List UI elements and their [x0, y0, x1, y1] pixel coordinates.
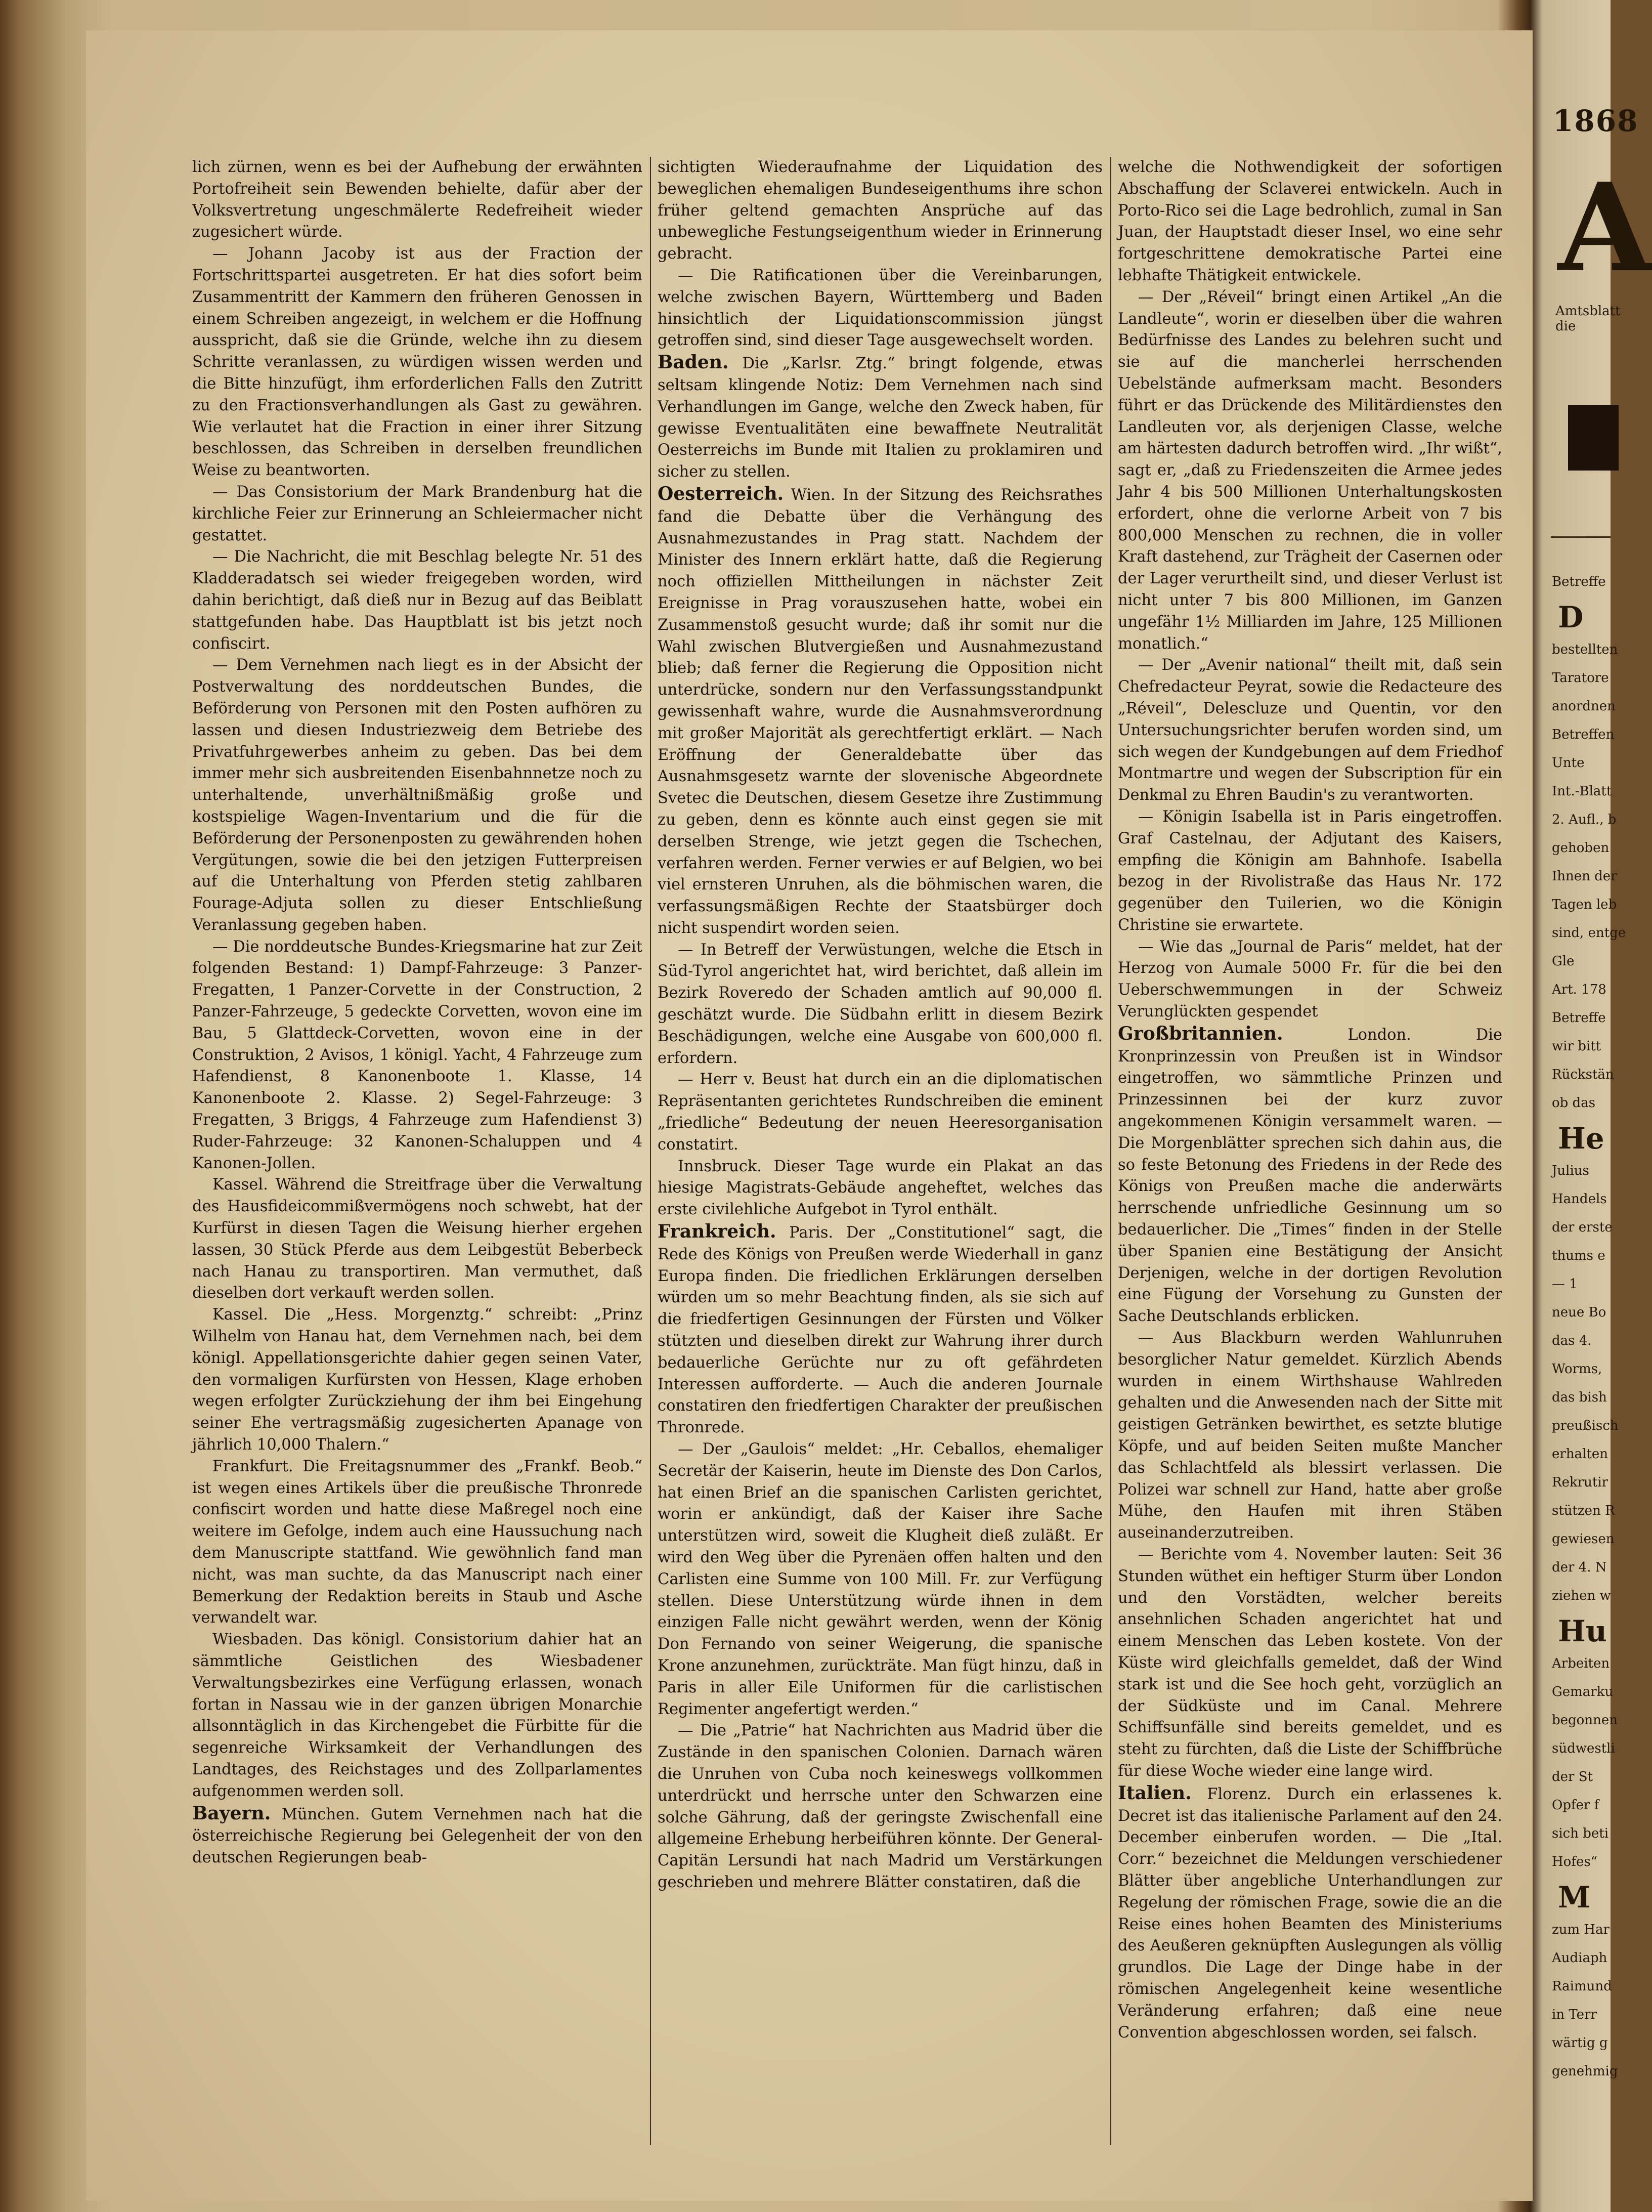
article-paragraph	[1118, 806, 1502, 937]
next-page-fragment: Betreffe	[1552, 1010, 1606, 1026]
next-page-fragment: Tagen leb	[1552, 897, 1617, 912]
next-page-woodcut	[1568, 405, 1619, 471]
next-page-fragment: begonnen	[1552, 1713, 1618, 1728]
next-page-fragment: — 1	[1552, 1277, 1578, 1292]
article-paragraph	[658, 265, 1103, 352]
article-paragraph	[192, 1803, 642, 1869]
paragraph-text: Innsbruck. Dieser Tage wurde ein Plakat an das hiesige Magistrats-Gebäude angeheftet, welches das erste civilehliche Aufgebot in Tyrol enthält.	[658, 1157, 1103, 1219]
next-page-fragment: Art. 178	[1552, 982, 1606, 997]
paragraph-text: — Herr v. Beust hat durch ein an die diplomatischen Repräsentanten gerichtetes Rundschreiben die eminent „friedliche“ Bedeutung der neuen Heeresorganisation constatirt.	[658, 1071, 1103, 1154]
paragraph-text: — Die „Patrie“ hat Nachrichten aus Madrid über die Zustände in den spanischen Colonien. Darnach wären die Unruhen von Cuba noch keineswegs vollkommen unterdrückt und herrsche unter den Schwarzen eine solche Gährung, daß der geringste Zwischenfall eine allgemeine Erhebung herbeiführen könnte. Der General-Capitän Lersundi hat nach Madrid um Verstärkungen geschrieben und mehrere Blätter constatiren, daß die	[658, 1722, 1103, 1891]
next-page-fragment: anordnen	[1552, 699, 1616, 714]
next-page-fragment: der erste	[1552, 1220, 1613, 1235]
next-page-fragment: erhalten	[1552, 1447, 1608, 1462]
paragraph-text: — In Betreff der Verwüstungen, welche die Etsch in Süd-Tyrol angerichtet hat, wird berichtet, daß allein im Bezirk Roveredo der Schaden amtlich auf 90,000 fl. geschätzt wurde. Die Südbahn erlitt in diesem Bezirk Beschädigungen, welche eine Ausgabe von 600,000 fl. erfordern.	[658, 941, 1103, 1067]
paragraph-text: Frankfurt. Die Freitagsnummer des „Frankf. Beob.“ ist wegen eines Artikels über die preußische Thronrede confiscirt worden und hatte diese Maßregel noch eine weitere im Gefolge, indem auch eine Haussuchung nach dem Manuscripte stattfand. Wie gewöhnlich fand man nicht, was man suchte, da das Manuscript nach einer Bemerkung der Redaktion bereits in Staub und Asche verwandelt war.	[192, 1457, 642, 1627]
paragraph-text: — Der „Gaulois“ meldet: „Hr. Ceballos, ehemaliger Secretär der Kaiserin, heute im Dienste des Don Carlos, hat einen Brief an die spanischen Carlisten gerichtet, worin er ankündigt, daß der Kaiser ihre Sache unterstützen wird, soweit die Klugheit dieß zuläßt. Er wird den Weg über die Pyrenäen offen halten und den Carlisten eine Summe von 100 Mill. Fr. zur Verfügung stellen. Diese Unterstützung würde ihnen in dem einzigen Falle nicht gewährt werden, wenn der König Don Fernando von seiner Weigerung, die spanische Krone anzunehmen, zurückträte. Man fügt hinzu, daß in Paris in aller Eile Uniformen für die carlistischen Regimenter angefertigt werden.“	[658, 1440, 1103, 1718]
paragraph-text: — Die norddeutsche Bundes-Kriegsmarine hat zur Zeit folgenden Bestand: 1) Dampf-Fahrzeuge: 3 Panzer-Fregatten, 1 Panzer-Corvette in der Construction, 2 Panzer-Fahrzeuge, 5 gedeckte Corvetten, wovon eine im Bau, 5 Glattdeck-Corvetten, wovon eine in der Construktion, 2 Avisos, 1 königl. Yacht, 4 Fahrzeuge zum Hafendienst, 8 Kanonenboote 1. Klasse, 14 Kanonenboote 2. Klasse. 2) Segel-Fahrzeuge: 3 Fregatten, 3 Briggs, 4 Fahrzeuge zum Hafendienst 3) Ruder-Fahrzeuge: 32 Kanonen-Schaluppen und 4 Kanonen-Jollen.	[192, 938, 642, 1172]
column-rule	[1110, 157, 1111, 2145]
article-paragraph	[658, 157, 1103, 265]
column-3	[1118, 157, 1502, 2044]
paragraph-text: — Johann Jacoby ist aus der Fraction der Fortschrittspartei ausgetreten. Er hat dies sofort beim Zusammentritt der Kammern den früheren Genossen in einem Schreiben angezeigt, in welchem er die Hoffnung ausspricht, daß sie die Gründe, welche ihn zu diesem Schritte veranlassen, zu würdigen wissen werden und die Bitte hinzufügt, ihm erforderlichen Falls den Zutritt zu den Fractionsverhandlungen als Gast zu gewähren. Wie verlautet hat die Fraction in einer ihrer Sitzung beschlossen, das Schreiben in derselben freundlichen Weise zu beantworten.	[192, 245, 642, 480]
next-page-fragment: gehoben	[1552, 840, 1610, 856]
next-page-fragment: Opfer f	[1552, 1798, 1599, 1813]
article-paragraph	[1118, 655, 1502, 806]
next-page-fragment: sich beti	[1552, 1826, 1609, 1841]
next-page-rule	[1551, 536, 1611, 538]
paragraph-text: Paris. Der „Constitutionel“ sagt, die Rede des Königs von Preußen werde Wiederhall in ganz Europa finden. Die friedlichen Erklärungen derselben würden um so mehr Beachtung finden, als sie sich auf die friedfertigen Gesinnungen der Fürsten und Völker stützten und dieselben direkt zur Wahrung ihrer durch bedauerliche Gerüchte nur zu oft gefährdeten Interessen aufforderte. — Auch die anderen Journale constatiren den friedfertigen Charakter der preußischen Thronrede.	[658, 1224, 1103, 1437]
article-paragraph	[1118, 937, 1502, 1023]
next-page-fragment: Hofes“	[1552, 1854, 1597, 1869]
section-heading: Baden.	[658, 352, 729, 373]
next-page-fragment: ob das	[1552, 1095, 1596, 1111]
next-page-year: 1868	[1553, 104, 1639, 138]
next-page-fragment: Rekrutir	[1552, 1475, 1608, 1490]
paragraph-text: — Königin Isabella ist in Paris eingetroffen. Graf Castelnau, der Adjutant des Kaisers, empfing die Königin am Bahnhofe. Isabella bezog in der Rivolistraße das Haus Nr. 172 gegenüber den Tuilerien, wo die Königin Christine sie erwartete.	[1118, 807, 1502, 934]
section-heading: Italien.	[1118, 1782, 1192, 1804]
next-page-fragment: Julius	[1552, 1163, 1589, 1178]
section-heading: Großbritannien.	[1118, 1023, 1283, 1044]
paragraph-text: Kassel. Während die Streitfrage über die Verwaltung des Hausfideicommißvermögens noch schwebt, hat der Kurfürst in diesen Tagen die Weisung hierher ergehen lassen, 30 Stück Pferde aus dem Leibgestüt Beberbeck nach Hanau zu transportiren. Man vermuthet, daß dieselben dort verkauft werden sollen.	[192, 1176, 642, 1302]
next-page-fragment: He	[1558, 1121, 1604, 1156]
article-paragraph	[192, 243, 642, 482]
next-page-fragment: 2. Aufl., b	[1552, 812, 1617, 827]
column-1	[192, 157, 642, 1869]
next-page-fragment: wir bitt	[1552, 1039, 1601, 1054]
next-page-fragment: Arbeiten	[1552, 1656, 1610, 1671]
article-paragraph	[192, 1629, 642, 1802]
paragraph-text: — Die Ratificationen über die Vereinbarungen, welche zwischen Bayern, Württemberg und Baden hinsichtlich der Liquidationscommission jüngst getroffen sind, sind dieser Tage ausgewechselt worden.	[658, 266, 1103, 350]
paragraph-text: lich zürnen, wenn es bei der Aufhebung der erwähnten Portofreiheit sein Bewenden behielte, dafür aber der Volksvertretung ungeschmälerte Redefreiheit wieder zugesichert würde.	[192, 158, 642, 241]
next-page-fragment: wärtig g	[1552, 2035, 1608, 2051]
article-paragraph	[192, 1456, 642, 1629]
section-heading: Oesterreich.	[658, 483, 784, 504]
article-paragraph	[658, 1439, 1103, 1720]
next-page-fragment: bestellten	[1552, 642, 1618, 657]
article-paragraph	[192, 546, 642, 655]
article-paragraph	[1118, 1782, 1502, 2044]
article-paragraph	[192, 1304, 642, 1456]
next-page-fragment: Raimund	[1552, 1979, 1612, 1994]
next-page-fragment: zum Har	[1552, 1922, 1610, 1937]
column-2	[658, 157, 1103, 1894]
paragraph-text: sichtigten Wiederaufnahme der Liquidation des beweglichen ehemaligen Bundeseigenthums ihre schon früher geltend gemachten Ansprüche auf das unbewegliche Festungseigenthum wieder in Erinnerung gebracht.	[658, 158, 1103, 263]
section-heading: Frankreich.	[658, 1221, 776, 1243]
next-page-fragment: in Terr	[1552, 2007, 1597, 2022]
paragraph-text: — Aus Blackburn werden Wahlunruhen besorglicher Natur gemeldet. Kürzlich Abends wurden in einem Wirthshause Wahlreden gehalten und die Anwesenden nach der Sitte mit geistigen Getränken bewirthet, es setzte blutige Köpfe, und auf beiden Seiten mußte Mancher das Schlachtfeld als blessirt verlassen. Die Polizei war schnell zur Hand, hatte aber große Mühe, den Haufen mit ihren Stäben auseinanderzutreiben.	[1118, 1329, 1502, 1542]
paragraph-text: Wiesbaden. Das königl. Consistorium dahier hat an sämmtliche Geistlichen des Wiesbadener Verwaltungsbezirkes eine Verfügung erlassen, wonach fortan in Nassau wie in der ganzen übrigen Monarchie allsonntäglich in das Kirchengebet die Fürbitte für die segenreiche Wirksamkeit der Verhandlungen des Landtages, des Reichstages und des Zollparlamentes aufgenommen werden soll.	[192, 1631, 642, 1800]
next-page-masthead-sub: Amtsblatt die	[1555, 304, 1621, 334]
next-page-fragment: der 4. N	[1552, 1560, 1607, 1575]
next-page-fragment: Worms,	[1552, 1362, 1602, 1377]
next-page-fragment: stützen R	[1552, 1503, 1615, 1518]
article-paragraph	[192, 655, 642, 936]
paragraph-text: — Die Nachricht, die mit Beschlag belegte Nr. 51 des Kladderadatsch sei wieder freigegeben worden, wird dahin berichtigt, daß dieß nur in Bezug auf das Beiblatt stattgefunden habe. Das Hauptblatt ist bis jetzt noch confiscirt.	[192, 548, 642, 653]
next-page-fragment: Rückstän	[1552, 1067, 1614, 1082]
next-page-fragment: sind, entge	[1552, 925, 1626, 941]
article-paragraph	[1118, 1328, 1502, 1544]
next-page-fragment: Taratore	[1552, 670, 1609, 686]
next-page-fragment: Int.-Blatt	[1552, 784, 1612, 799]
next-page-fragment: D	[1558, 600, 1584, 634]
next-page-fragment: Audiaph	[1552, 1950, 1607, 1966]
article-paragraph	[192, 937, 642, 1175]
next-page-fragment: Handels	[1552, 1192, 1607, 1207]
next-page-fragment: Gemarku	[1552, 1684, 1614, 1699]
article-paragraph	[658, 1156, 1103, 1221]
article-paragraph	[192, 482, 642, 546]
paragraph-text: — Das Consistorium der Mark Brandenburg hat die kirchliche Feier zur Erinnerung an Schleiermacher nicht gestattet.	[192, 483, 642, 544]
next-page-fragment: Unte	[1552, 755, 1585, 771]
paragraph-text: München. Gutem Vernehmen nach hat die österreichische Regierung bei Gelegenheit der von den deutschen Regierungen beab-	[192, 1805, 642, 1867]
article-paragraph	[658, 352, 1103, 483]
newspaper-page	[86, 30, 1533, 2201]
next-page-fragment: Gle	[1552, 954, 1575, 969]
article-paragraph	[192, 157, 642, 243]
next-page-fragment: Ihnen der	[1552, 869, 1617, 884]
article-paragraph	[658, 483, 1103, 940]
article-paragraph	[658, 1221, 1103, 1439]
article-paragraph	[192, 1174, 642, 1304]
article-paragraph	[1118, 157, 1502, 287]
article-paragraph	[658, 940, 1103, 1070]
article-paragraph	[658, 1720, 1103, 1893]
paragraph-text: Florenz. Durch ein erlassenes k. Decret ist das italienische Parlament auf den 24. December einberufen worden. — Die „Ital. Corr.“ bezeichnet die Meldungen verschiedener Blätter über angebliche Unterhandlungen zur Regelung der römischen Frage, sowie die an die Reise eines hohen Beamten des Ministeriums des Aeußeren geknüpften Auslegungen als völlig grundlos. Die Lage der Dinge habe in der römischen Angelegenheit keine wesentliche Veränderung erfahren; daß eine neue Convention abgeschlossen worden, sei falsch.	[1118, 1785, 1502, 2041]
next-page-fragment: das bish	[1552, 1390, 1607, 1405]
paragraph-text: — Berichte vom 4. November lauten: Seit 36 Stunden wüthet ein heftiger Sturm über London und den Vorstädten, welcher bereits ansehnlichen Schaden angerichtet hat und einem Menschen das Leben kostete. Von der Küste wird gleichfalls gemeldet, daß der Wind stark ist und die See hoch geht, vorzüglich an der Südküste und im Canal. Mehrere Schiffsunfälle sind bereits gemeldet, und es steht zu fürchten, daß die Liste der Schiffbrüche für diese Woche wieder eine lange wird.	[1118, 1546, 1502, 1780]
paragraph-text: — Der „Avenir national“ theilt mit, daß sein Chefredacteur Peyrat, sowie die Redacteure des „Réveil“, Delescluze und Quentin, vor den Untersuchungsrichter berufen worden sind, um sich wegen der Kundgebungen auf dem Friedhof Montmartre und wegen der Subscription für ein Denkmal zu Ehren Baudin's zu verantworten.	[1118, 656, 1502, 804]
next-page-fragment: M	[1558, 1880, 1591, 1915]
paragraph-text: — Wie das „Journal de Paris“ meldet, hat der Herzog von Aumale 5000 Fr. für die bei den Ueberschwemmungen in der Schweiz Verunglückten gespendet	[1118, 938, 1502, 1021]
paragraph-text: welche die Nothwendigkeit der sofortigen Abschaffung der Sclaverei entwickeln. Auch in Porto-Rico sei die Lage bedrohlich, zumal in San Juan, der Hauptstadt dieser Insel, wo eine sehr fortgeschrittene demokratische Partei eine lebhafte Thätigkeit entwickele.	[1118, 158, 1502, 284]
article-paragraph	[1118, 1544, 1502, 1782]
next-page-fragment: Hu	[1558, 1614, 1607, 1648]
next-page-fragment: Betreffen	[1552, 727, 1615, 742]
next-page-fragment: gewiesen	[1552, 1532, 1615, 1547]
next-page-fragment: preußisch	[1552, 1418, 1619, 1433]
next-page-fragment: ziehen w	[1552, 1588, 1611, 1603]
next-page-fragment: neue Bo	[1552, 1305, 1606, 1320]
section-heading: Bayern.	[192, 1802, 271, 1824]
column-rule	[650, 157, 651, 2145]
next-page-masthead-letter: A	[1558, 156, 1652, 299]
next-page-fragment: genehmig	[1552, 2064, 1618, 2079]
next-page-fragment: Betreffe	[1552, 574, 1606, 589]
next-page-fragment: thums e	[1552, 1248, 1605, 1263]
next-page-fragment: der St	[1552, 1769, 1593, 1784]
adjacent-page-edge	[1548, 0, 1652, 2212]
article-paragraph	[658, 1069, 1103, 1156]
paragraph-text: London. Die Kronprinzessin von Preußen ist in Windsor eingetroffen, wo sämmtliche Prinzen und Prinzessinnen bei der kurz zuvor angekommenen Königin versammelt waren. — Die Morgenblätter sprechen sich dahin aus, die so feste Betonung des Friedens in der Rede des Königs von Preußen mache die anderwärts herrschende unfriedliche Gesinnung um so bedauerlicher. Die „Times“ finden in der Stelle über Spanien eine Bestätigung der Ansicht Derjenigen, welche in der dortigen Revolution eine Fügung der Vorsehung zu Gunsten der Sache Deutschlands erblicken.	[1118, 1026, 1502, 1326]
next-page-fragment: das 4.	[1552, 1333, 1592, 1348]
paragraph-text: — Der „Réveil“ bringt einen Artikel „An die Landleute“, worin er dieselben über die wahren Bedürfnisse des Landes zu belehren sucht und sie auf die mancherlei herrschenden Uebelstände aufmerksam macht. Besonders führt er das Drückende des Militärdienstes den Landleuten vor, als derjenigen Classe, welche am härtesten dadurch betroffen wird. „Ihr wißt“, sagt er, „daß zu Friedenszeiten die Armee jedes Jahr 4 bis 500 Millionen Unterhaltungskosten erfordert, ohne die verlorne Arbeit von 7 bis 800,000 Menschen zu rechnen, die in voller Kraft dastehend, zur Trägheit der Casernen oder der Lager verurtheilt sind, und dieser Verlust ist nicht unter 7 bis 800 Millionen, im Ganzen ungefähr 1½ Milliarden im Jahre, 125 Millionen monatlich.“	[1118, 288, 1502, 653]
next-page-fragment: südwestli	[1552, 1741, 1615, 1756]
paragraph-text: Die „Karlsr. Ztg.“ bringt folgende, etwas seltsam klingende Notiz: Dem Vernehmen nach sind Verhandlungen im Gange, welche den Zweck haben, für gewisse Eventualitäten eine bewaffnete Neutralität Oesterreichs im Bunde mit Italien zu proklamiren und sicher zu stellen.	[658, 355, 1103, 481]
article-paragraph	[1118, 287, 1502, 655]
article-paragraph	[1118, 1023, 1502, 1328]
paragraph-text: — Dem Vernehmen nach liegt es in der Absicht der Postverwaltung des norddeutschen Bundes, die Beförderung von Personen mit den Posten aufhören zu lassen und diesen Industriezweig dem Betriebe des Privatfuhrgewerbes anheim zu geben. Das bei dem immer mehr sich ausbreitenden Eisenbahnnetze noch zu unterhaltende, unverhältnißmäßig große und kostspielige Wagen-Inventarium und die für die Beförderung der Personenposten zu gewährenden hohen Vergütungen, sowie die bei den jetzigen Futterpreisen auf die Unterhaltung von Pferden stetig zahlbaren Fourage-Adjuta sollen zu dieser Entschließung Veranlassung gegeben haben.	[192, 656, 642, 934]
paragraph-text: Kassel. Die „Hess. Morgenztg.“ schreibt: „Prinz Wilhelm von Hanau hat, dem Vernehmen nach, bei dem königl. Appellationsgerichte dahier gegen seinen Vater, den vormaligen Kurfürsten von Hessen, Klage erhoben wegen erfolgter Zurückziehung der ihm bei Eingehung seiner Ehe vertragsmäßig zugesicherten Apanage von jährlich 10,000 Thalern.“	[192, 1306, 642, 1454]
paragraph-text: Wien. In der Sitzung des Reichsrathes fand die Debatte über die Verhängung des Ausnahmezustandes in Prag statt. Nachdem der Minister des Innern erklärt hatte, daß die Regierung noch offiziellen Mittheilungen in nächster Zeit Ereignisse in Prag vorauszusehen hatte, wobei ein Zusammenstoß gesucht wurde; daß ihr somit nur die Wahl zwischen Blutvergießen und Ausnahmezustand blieb; daß ferner die Regierung die Opposition nicht unterdrücke, sondern nur den Verfassungsstandpunkt gewissenhaft wahre, wurde die Ausnahmsverordnung mit großer Majorität als gerechtfertigt erklärt. — Nach Eröffnung der Generaldebatte über das Ausnahmsgesetz warnte der slovenische Abgeordnete Svetec die Deutschen, diesem Gesetze ihre Zustimmung zu geben, denn es könnte auch einst gegen sie mit derselben Strenge, wie jetzt gegen die Tschechen, verfahren werden. Ferner verwies er auf Belgien, wo bei viel ernsteren Unruhen, als die böhmischen waren, die verfassungsmäßigen Rechte der Staatsbürger doch nicht suspendirt worden seien.	[658, 486, 1103, 937]
